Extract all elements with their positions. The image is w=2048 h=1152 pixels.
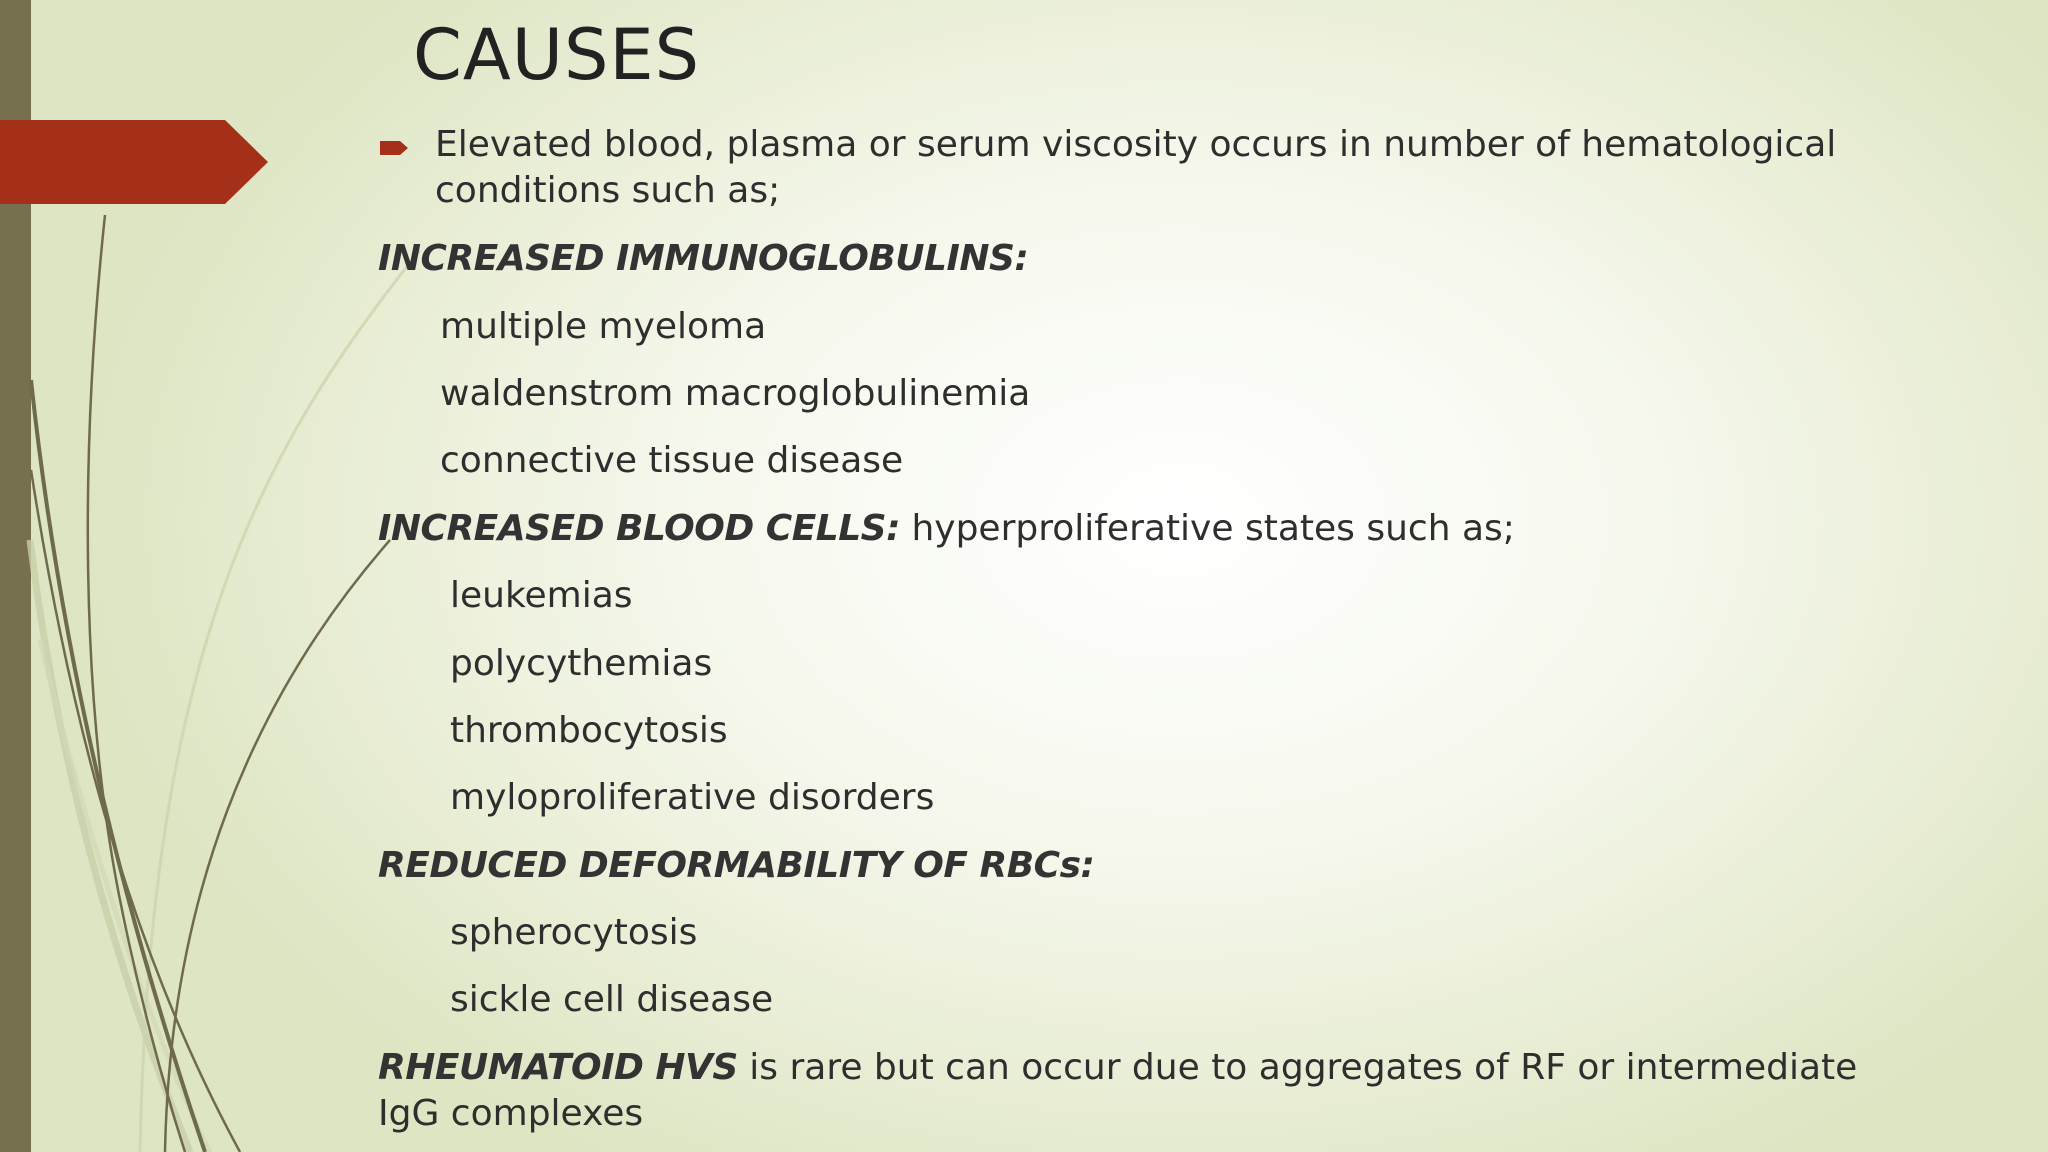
arrow-bullet-icon xyxy=(380,137,410,159)
section-rheumatoid-hvs xyxy=(378,1045,1878,1137)
section-increased-blood-cells xyxy=(378,506,1515,552)
list-item: leukemias xyxy=(450,575,633,616)
intro-text: Elevated blood, plasma or serum viscosity occurs in number of hematological conditions such as; xyxy=(435,124,1837,211)
list-item: spherocytosis xyxy=(450,912,698,953)
list-item: multiple myeloma xyxy=(440,306,767,347)
list-item: myloproliferative disorders xyxy=(450,777,935,818)
heading-rheumatoid-hvs: RHEUMATOID HVS xyxy=(378,1047,738,1088)
rheumatoid-hvs-text: is rare but can occur due to aggregates of RF or intermediate IgG complexes xyxy=(378,1047,1858,1134)
list-item: connective tissue disease xyxy=(440,440,904,481)
heading-reduced-deformability: REDUCED DEFORMABILITY OF RBCs: xyxy=(378,845,1095,886)
heading-increased-blood-cells: INCREASED BLOOD CELLS: xyxy=(378,508,900,549)
list-item: polycythemias xyxy=(450,643,713,684)
section-suffix-text: hyperproliferative states such as; xyxy=(900,508,1515,549)
slide-title: CAUSES xyxy=(413,14,701,96)
list-item: sickle cell disease xyxy=(450,979,774,1020)
accent-arrow-banner xyxy=(0,120,268,204)
list-item: thrombocytosis xyxy=(450,710,728,751)
list-item: waldenstrom macroglobulinemia xyxy=(440,373,1031,414)
heading-increased-immunoglobulins: INCREASED IMMUNOGLOBULINS: xyxy=(378,238,1029,279)
